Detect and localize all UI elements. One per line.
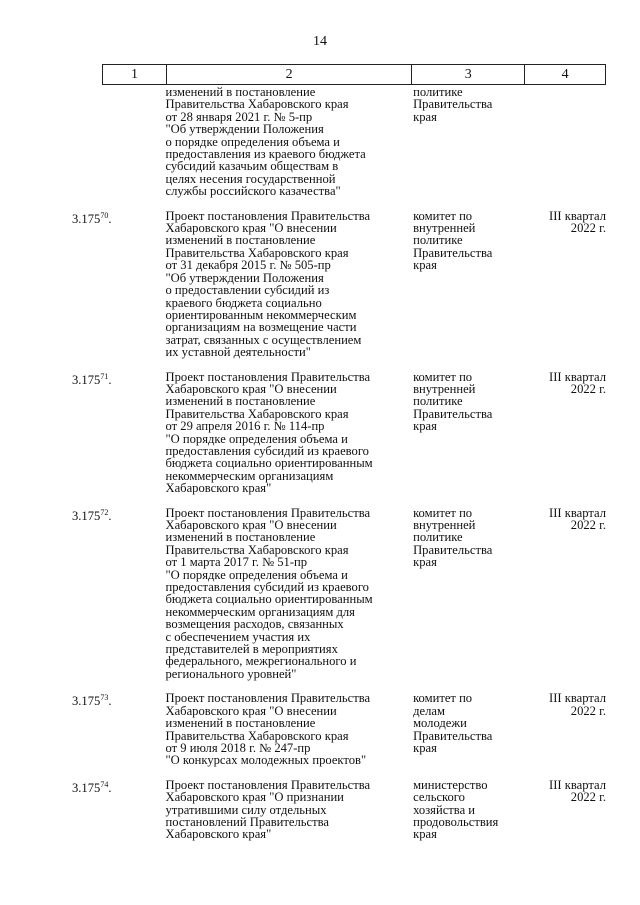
row-responsible: комитет по внутренней политике Правительства края	[413, 208, 493, 273]
table-row	[71, 369, 606, 496]
row-term: III квартал 2022 г.	[549, 691, 606, 718]
header-col-1: 1	[102, 65, 167, 84]
row-title: Проект постановления Правительства Хабаровского края "О внесении изменений в постановление Правительства Хабаровского края от 29 апреля 2016 г. № 114-пр "О порядке определения объема и предоставления субсидий из краевого бюджета социально ориентированным некоммерческим организациям Хабаровского края"	[165, 369, 373, 496]
row-title: Проект постановления Правительства Хабаровского края "О внесении изменений в постановление Правительства Хабаровского края от 1 марта 2017 г. № 51-пр "О порядке определения объема и предоставления субсидий из краевого бюджета социально ориентированным некоммерческим организациям для возмещения расходов, связанных с обеспечением участия их представителей в мероприятиях федерального, межрегионального и регионального уровней"	[165, 505, 373, 681]
row-term: III квартал 2022 г.	[549, 208, 606, 236]
row-responsible: комитет по внутренней политике Правительства края	[413, 505, 493, 570]
table-row	[71, 777, 606, 842]
row-number: 3.175$^{70}$.	[71, 210, 112, 226]
header-col-2: 2	[167, 65, 413, 84]
row-responsible: политике Правительства края	[413, 85, 493, 124]
row-number	[54, 86, 115, 198]
row-responsible: комитет по делам молодежи Правительства края	[413, 691, 493, 755]
table-header	[102, 64, 606, 85]
row-term: III квартал 2022 г.	[549, 777, 606, 805]
row-title: Проект постановления Правительства Хабаровского края "О внесении изменений в постановление Правительства Хабаровского края от 9 июля 2018 г. № 247-пр "О конкурсах молодежных проектов"	[165, 691, 371, 768]
row-number: 3.175$^{74}$.	[71, 779, 112, 795]
table-row	[71, 505, 606, 681]
table-row	[71, 691, 606, 768]
table-row	[71, 208, 606, 360]
table-row-continuation	[102, 86, 606, 198]
row-number: 3.175$^{73}$.	[71, 693, 112, 709]
row-number: 3.175$^{72}$.	[71, 507, 112, 523]
plan-table	[71, 64, 606, 853]
row-responsible: министерство сельского хозяйства и продовольствия края	[413, 777, 499, 842]
header-col-3: 3	[412, 65, 525, 84]
row-title: Проект постановления Правительства Хабаровского края "О признании утратившими силу отдельных постановлений Правительства Хабаровского края"	[165, 777, 371, 842]
row-term	[522, 86, 606, 198]
row-responsible: комитет по внутренней политике Правительства края	[413, 369, 493, 434]
row-title: изменений в постановление Правительства Хабаровского края от 28 января 2021 г. № 5-пр "Об утверждении Положения о порядке определения объема и предоставления из краевого бюджета субсидий казачьим обществам в целях несения государственной службы российского казачества"	[165, 85, 366, 199]
row-term: III квартал 2022 г.	[549, 369, 606, 396]
row-number: 3.175$^{71}$.	[71, 371, 112, 387]
row-title: Проект постановления Правительства Хабаровского края "О внесении изменений в постановление Правительства Хабаровского края от 31 декабря 2015 г. № 505-пр "Об утверждении Положения о предоставлении субсидий из краевого бюджета социально ориентированным некоммерческим организациям на возмещение части затрат, связанных с осуществлением их уставной деятельности"	[165, 208, 371, 360]
row-term: III квартал 2022 г.	[549, 505, 606, 532]
header-col-4: 4	[525, 65, 606, 84]
page-number: 14	[313, 34, 327, 49]
